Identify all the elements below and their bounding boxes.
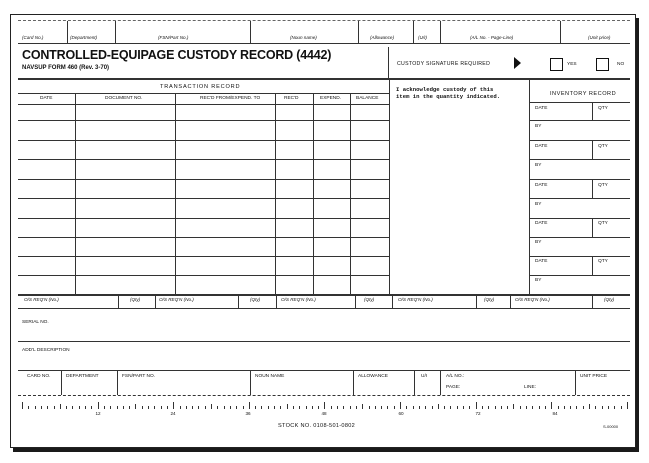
ruler-tick — [154, 406, 155, 409]
top-strip-top-rule — [18, 20, 630, 21]
ruler-tick — [362, 404, 363, 409]
top-field-card-no: (Card No.) — [22, 35, 44, 40]
inventory-rule — [529, 140, 630, 141]
os-divider — [276, 295, 277, 308]
top-field-noun-name: (Noun name) — [290, 35, 317, 40]
os-bottom-rule — [18, 308, 630, 309]
os-divider — [392, 295, 393, 308]
os-qty-label: (Qty) — [130, 297, 141, 302]
ruler-tick — [54, 406, 55, 409]
ruler-tick — [583, 406, 584, 409]
ruler-tick — [425, 406, 426, 409]
inventory-date-label: DATE — [535, 183, 548, 188]
ruler-tick — [287, 404, 288, 409]
os-divider — [510, 295, 511, 308]
ruler-tick — [331, 406, 332, 409]
ruler-tick — [236, 406, 237, 409]
os-reqn-label: O/S REQ'N (No.) — [515, 297, 550, 302]
yes-checkbox[interactable] — [550, 58, 563, 71]
transaction-row-rule — [18, 198, 390, 199]
ruler-number: 60 — [398, 411, 404, 416]
ruler-tick — [167, 406, 168, 409]
bottom-divider — [414, 371, 415, 395]
ruler-tick — [318, 406, 319, 409]
col-recd: REC'D — [284, 96, 299, 101]
ruler-tick — [243, 406, 244, 409]
corner-code: S-00000 — [603, 424, 619, 429]
stock-number: STOCK NO. 0108-501-0802 — [278, 423, 356, 429]
ruler-tick — [261, 406, 262, 409]
ruler-tick — [614, 406, 615, 409]
ruler-tick — [72, 406, 73, 409]
ruler-tick — [501, 406, 502, 409]
inventory-rule — [529, 275, 630, 276]
ruler-tick — [576, 406, 577, 409]
ruler-tick — [400, 402, 401, 409]
os-qty-label: (Qty) — [484, 297, 495, 302]
ruler-tick — [482, 406, 483, 409]
ruler-tick — [387, 406, 388, 409]
ruler-tick — [394, 406, 395, 409]
bottom-allowance-label: ALLOWANCE — [358, 374, 388, 379]
os-divider — [155, 295, 156, 308]
ruler-tick — [520, 406, 521, 409]
col-expend: EXPEND. — [320, 96, 342, 101]
ruler-tick — [507, 406, 508, 409]
ruler-tick — [369, 406, 370, 409]
col-date: DATE — [40, 96, 53, 101]
ruler-tick — [375, 406, 376, 409]
inventory-rule — [529, 159, 630, 160]
col-balance: BALANCE — [356, 96, 379, 101]
ruler-tick — [488, 406, 489, 409]
ruler-tick — [406, 406, 407, 409]
pointer-arrow-icon — [514, 57, 521, 69]
col-recd-from: REC'D FROM/EXPEND. TO — [200, 96, 261, 101]
col-document-no: DOCUMENT NO. — [105, 96, 143, 101]
ruler-number: 12 — [95, 411, 101, 416]
acknowledgement-text: I acknowledge custody of this item in the quantity indicated. — [396, 86, 501, 100]
ruler-tick — [337, 406, 338, 409]
ruler-tick — [438, 404, 439, 409]
inventory-qty-divider — [592, 140, 593, 159]
ruler-tick — [545, 406, 546, 409]
os-qty-label: (Qty) — [604, 297, 615, 302]
ruler-tick — [595, 406, 596, 409]
os-reqn-label: O/S REQ'N (No.) — [159, 297, 194, 302]
os-reqn-label: O/S REQ'N (No.) — [398, 297, 433, 302]
ruler-tick — [602, 406, 603, 409]
inventory-qty-label: QTY — [598, 144, 608, 149]
os-qty-label: (Qty) — [250, 297, 261, 302]
custody-signature-label: CUSTODY SIGNATURE REQUIRED — [397, 61, 491, 67]
inventory-rule — [529, 237, 630, 238]
ruler-tick — [98, 402, 99, 409]
inventory-date-label: DATE — [535, 221, 548, 226]
top-field-unit-price: (Unit price) — [588, 35, 611, 40]
ruler-tick — [186, 406, 187, 409]
ruler-tick — [306, 406, 307, 409]
os-reqn-label: O/S REQ'N (No.) — [24, 297, 59, 302]
bottom-divider — [353, 371, 354, 395]
ruler-tick — [211, 404, 212, 409]
ruler-tick — [564, 406, 565, 409]
ruler-tick — [104, 406, 105, 409]
ruler-tick — [249, 402, 250, 409]
inventory-rule — [529, 179, 630, 180]
ruler-tick — [589, 404, 590, 409]
ruler-tick — [192, 406, 193, 409]
ruler-tick — [432, 406, 433, 409]
ruler-tick — [513, 404, 514, 409]
ruler-tick — [293, 406, 294, 409]
ruler-tick — [312, 406, 313, 409]
bottom-card-no-label: CARD NO. — [27, 374, 51, 379]
transaction-row-rule — [18, 179, 390, 180]
ruler-tick — [117, 406, 118, 409]
os-divider — [476, 295, 477, 308]
transaction-row-rule — [18, 237, 390, 238]
inventory-heading-rule — [529, 102, 630, 103]
inventory-rule — [529, 218, 630, 219]
ruler-tick — [123, 406, 124, 409]
bottom-ui-label: U/I — [421, 374, 428, 379]
transaction-columns-rule — [18, 104, 390, 105]
transaction-row-rule — [18, 218, 390, 219]
ruler-tick — [230, 406, 231, 409]
ruler-tick — [66, 406, 67, 409]
top-field-department: (Department) — [70, 35, 98, 40]
addl-rule — [18, 370, 630, 371]
addl-description-label: ADD'L DESCRIPTION — [22, 348, 70, 353]
inventory-by-label: BY — [535, 240, 542, 245]
ruler-tick — [280, 406, 281, 409]
ruler-tick — [413, 406, 414, 409]
bottom-line-label: LINE: — [524, 385, 536, 390]
form-title: CONTROLLED-EQUIPAGE CUSTODY RECORD (4442) — [22, 48, 332, 62]
ruler-tick — [35, 406, 36, 409]
title-divider — [388, 47, 389, 78]
col-divider — [350, 93, 351, 294]
ruler-number: 84 — [552, 411, 558, 416]
ruler-tick — [299, 406, 300, 409]
ruler-tick — [450, 406, 451, 409]
ruler-tick — [148, 406, 149, 409]
top-strip-divider — [250, 21, 251, 43]
os-divider — [118, 295, 119, 308]
bottom-al-no-label: A/L NO.: — [446, 374, 465, 379]
ruler-tick — [476, 402, 477, 409]
bottom-divider — [440, 371, 441, 395]
ruler-tick — [198, 406, 199, 409]
bottom-fields-rule — [18, 395, 630, 396]
top-strip-divider — [560, 21, 561, 43]
ruler-tick — [268, 406, 269, 409]
os-reqn-label: O/S REQ'N (No.) — [281, 297, 316, 302]
transaction-row-rule — [18, 275, 390, 276]
inventory-by-label: BY — [535, 278, 542, 283]
inventory-date-label: DATE — [535, 106, 548, 111]
os-divider — [238, 295, 239, 308]
ruler-tick — [463, 406, 464, 409]
inventory-qty-divider — [592, 179, 593, 198]
ruler-tick — [91, 406, 92, 409]
ruler-tick — [526, 406, 527, 409]
inventory-rule — [529, 120, 630, 121]
ruler-tick — [255, 406, 256, 409]
ruler-tick — [469, 406, 470, 409]
os-qty-label: (Qty) — [364, 297, 375, 302]
yes-label: YES — [567, 62, 577, 67]
form-id: NAVSUP FORM 460 (Rev. 3-70) — [22, 65, 110, 71]
ruler-tick — [173, 402, 174, 409]
ruler-tick — [161, 406, 162, 409]
inventory-by-label: BY — [535, 202, 542, 207]
table-bottom-rule — [18, 294, 630, 296]
ruler-tick — [570, 406, 571, 409]
os-divider — [355, 295, 356, 308]
ruler-tick — [217, 406, 218, 409]
top-strip-divider — [358, 21, 359, 43]
ruler-tick — [205, 406, 206, 409]
transaction-row-rule — [18, 140, 390, 141]
ruler-tick — [28, 406, 29, 409]
col-divider — [389, 79, 390, 294]
ruler-tick — [22, 402, 23, 409]
bottom-fsn-label: FSN/PART NO. — [122, 374, 156, 379]
ruler-number: 24 — [170, 411, 176, 416]
bottom-unit-price-label: UNIT PRICE — [580, 374, 608, 379]
ruler-number: 48 — [321, 411, 327, 416]
ruler-tick — [47, 406, 48, 409]
ruler-tick — [85, 406, 86, 409]
ruler-tick — [274, 406, 275, 409]
transaction-row-rule — [18, 256, 390, 257]
ruler-tick — [350, 406, 351, 409]
ruler-tick — [224, 406, 225, 409]
transaction-heading: TRANSACTION RECORD — [160, 84, 241, 90]
inventory-qty-label: QTY — [598, 259, 608, 264]
inventory-rule — [529, 256, 630, 257]
bottom-department-label: DEPARTMENT — [66, 374, 99, 379]
top-strip-divider — [67, 21, 68, 43]
transaction-heading-rule — [18, 93, 390, 94]
ruler-tick — [142, 406, 143, 409]
inventory-divider — [529, 79, 530, 294]
bottom-divider — [117, 371, 118, 395]
bottom-divider — [575, 371, 576, 395]
serial-rule — [18, 341, 630, 342]
inventory-qty-divider — [592, 218, 593, 237]
inventory-qty-label: QTY — [598, 221, 608, 226]
bottom-divider — [250, 371, 251, 395]
inventory-qty-label: QTY — [598, 106, 608, 111]
col-divider — [75, 93, 76, 294]
no-label: NO — [617, 62, 625, 67]
col-divider — [275, 93, 276, 294]
inventory-qty-divider — [592, 102, 593, 120]
col-divider — [175, 93, 176, 294]
inventory-qty-label: QTY — [598, 183, 608, 188]
inventory-heading: INVENTORY RECORD — [550, 91, 617, 97]
inventory-by-label: BY — [535, 124, 542, 129]
ruler-tick — [495, 406, 496, 409]
ruler-tick — [41, 406, 42, 409]
top-strip-divider — [413, 21, 414, 43]
ruler-tick — [60, 404, 61, 409]
ruler-tick — [551, 402, 552, 409]
ruler-tick — [356, 406, 357, 409]
top-strip-divider — [115, 21, 116, 43]
top-field-allowance: (Allowance) — [370, 35, 394, 40]
transaction-row-rule — [18, 159, 390, 160]
ruler-tick — [457, 406, 458, 409]
bottom-noun-label: NOUN NAME — [255, 374, 285, 379]
ruler-tick — [180, 406, 181, 409]
inventory-date-label: DATE — [535, 259, 548, 264]
bottom-page-label: PAGE: — [446, 385, 461, 390]
ruler-number: 36 — [245, 411, 251, 416]
top-field-al-no: (A/L No. - Page-Line) — [470, 35, 514, 40]
no-checkbox[interactable] — [596, 58, 609, 71]
inventory-qty-divider — [592, 256, 593, 275]
ruler-tick — [444, 406, 445, 409]
ruler-tick — [129, 406, 130, 409]
ruler-tick — [419, 406, 420, 409]
serial-no-label: SERIAL NO. — [22, 320, 49, 325]
bottom-divider — [61, 371, 62, 395]
ruler-tick — [539, 406, 540, 409]
inventory-date-label: DATE — [535, 144, 548, 149]
inventory-rule — [529, 198, 630, 199]
title-bottom-rule — [18, 78, 630, 80]
ruler-tick — [608, 406, 609, 409]
ruler-tick — [532, 406, 533, 409]
ruler-tick — [558, 406, 559, 409]
transaction-row-rule — [18, 120, 390, 121]
ruler-tick — [324, 402, 325, 409]
ruler-tick — [381, 406, 382, 409]
ruler-tick — [343, 406, 344, 409]
top-strip-divider — [440, 21, 441, 43]
os-divider — [592, 295, 593, 308]
col-divider — [313, 93, 314, 294]
top-strip-bottom-rule — [18, 43, 630, 44]
inventory-by-label: BY — [535, 163, 542, 168]
ruler-number: 72 — [475, 411, 481, 416]
ruler-tick — [110, 406, 111, 409]
ruler-tick — [135, 404, 136, 409]
ruler-tick — [627, 402, 628, 409]
top-field-ui: (U/I) — [418, 35, 427, 40]
ruler-tick — [79, 406, 80, 409]
ruler-tick — [621, 406, 622, 409]
top-field-fsn: (FSN/Part No.) — [158, 35, 189, 40]
